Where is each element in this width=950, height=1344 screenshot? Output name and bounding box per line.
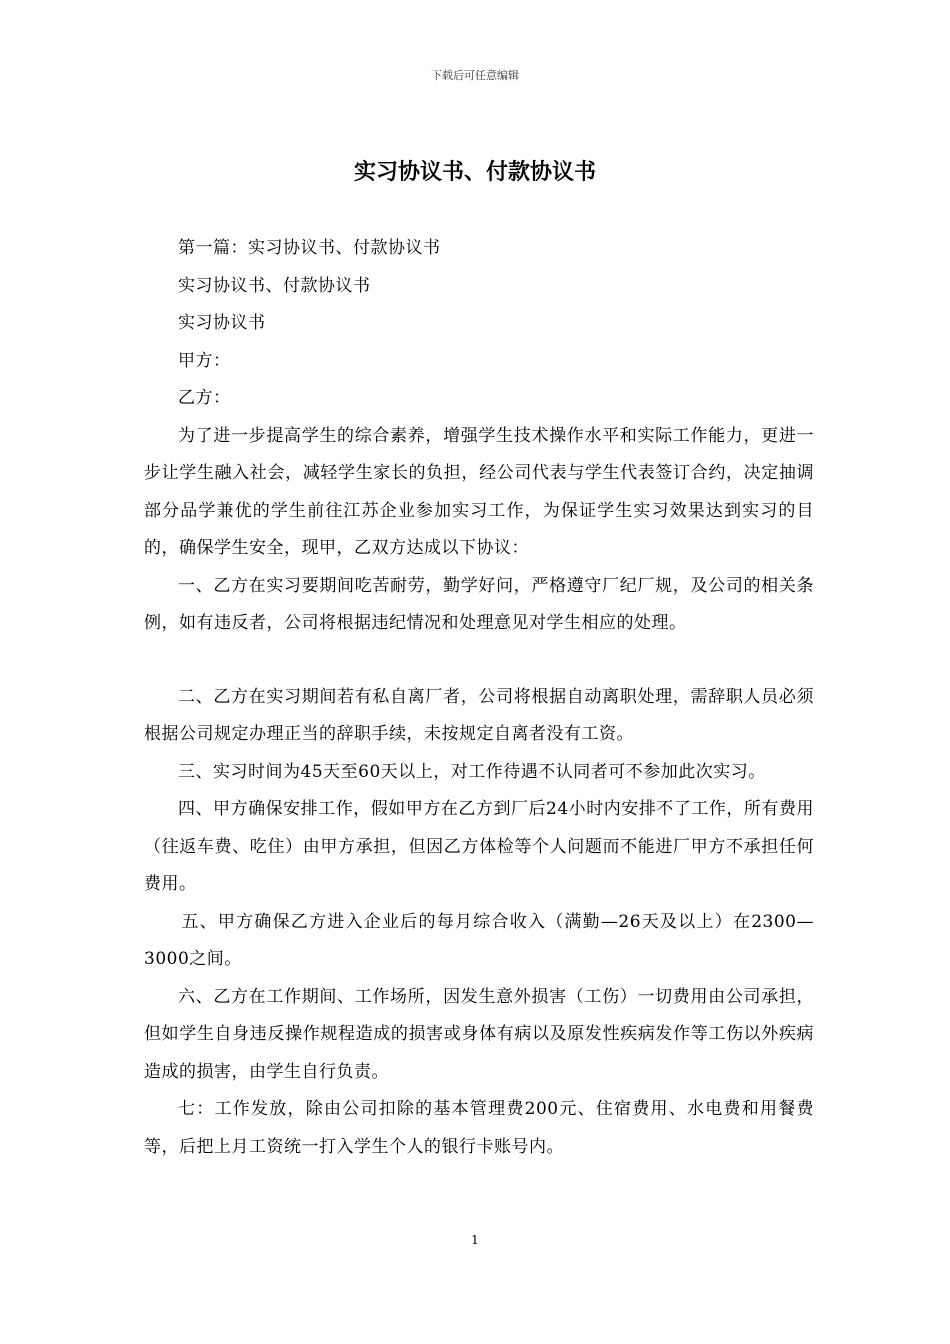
page-number: 1 <box>471 1233 479 1247</box>
clause-1: 一、乙方在实习要期间吃苦耐劳，勤学好问，严格遵守厂纪厂规，及公司的相关条例，如有违反者，公司将根据违纪情况和处理意见对学生相应的处理。 <box>144 575 814 633</box>
document-title: 实习协议书、付款协议书 <box>353 160 596 185</box>
party-b-line: 乙方： <box>178 388 231 408</box>
subtitle-line: 实习协议书、付款协议书 <box>178 275 371 296</box>
intro-paragraph: 为了进一步提高学生的综合素养，增强学生技术操作水平和实际工作能力，更进一步让学生融入社会，减轻学生家长的负担，经公司代表与学生代表签订合约，决定抽调部分品学兼优的学生前往江苏企业参加实习工作，为保证学生实习效果达到实习的目的，确保学生安全，现甲，乙双方达成以下协议： <box>144 425 814 558</box>
clause-5: 五、甲方确保乙方进入企业后的每月综合收入（满勤—26天及以上）在2300—3000之间。 <box>144 911 814 969</box>
agreement-name: 实习协议书 <box>178 313 266 333</box>
clause-4: 四、甲方确保安排工作，假如甲方在乙方到厂后24小时内安排不了工作，所有费用（往返车费、吃住）由甲方承担，但因乙方体检等个人问题而不能进厂甲方不承担任何费用。 <box>144 799 814 894</box>
clause-2: 二、乙方在实习期间若有私自离厂者，公司将根据自动离职处理，需辞职人员必须根据公司规定办理正当的辞职手续，未按规定自离者没有工资。 <box>144 686 814 744</box>
clause-3: 三、实习时间为45天至60天以上，对工作待遇不认同者可不参加此次实习。 <box>178 761 766 782</box>
clause-6: 六、乙方在工作期间、工作场所，因发生意外损害（工伤）一切费用由公司承担，但如学生自身违反操作规程造成的损害或身体有病以及原发性疾病发作等工伤以外疾病造成的损害，由学生自行负责。 <box>144 986 814 1082</box>
document-body <box>144 230 814 1166</box>
header-note: 下载后可任意编辑 <box>431 69 519 82</box>
clause-7: 七：工作发放，除由公司扣除的基本管理费200元、住宿费用、水电费和用餐费等，后把上月工资统一打入学生个人的银行卡账号内。 <box>144 1099 814 1157</box>
section-heading: 第一篇：实习协议书、付款协议书 <box>178 238 441 258</box>
party-a-line: 甲方： <box>178 350 231 371</box>
